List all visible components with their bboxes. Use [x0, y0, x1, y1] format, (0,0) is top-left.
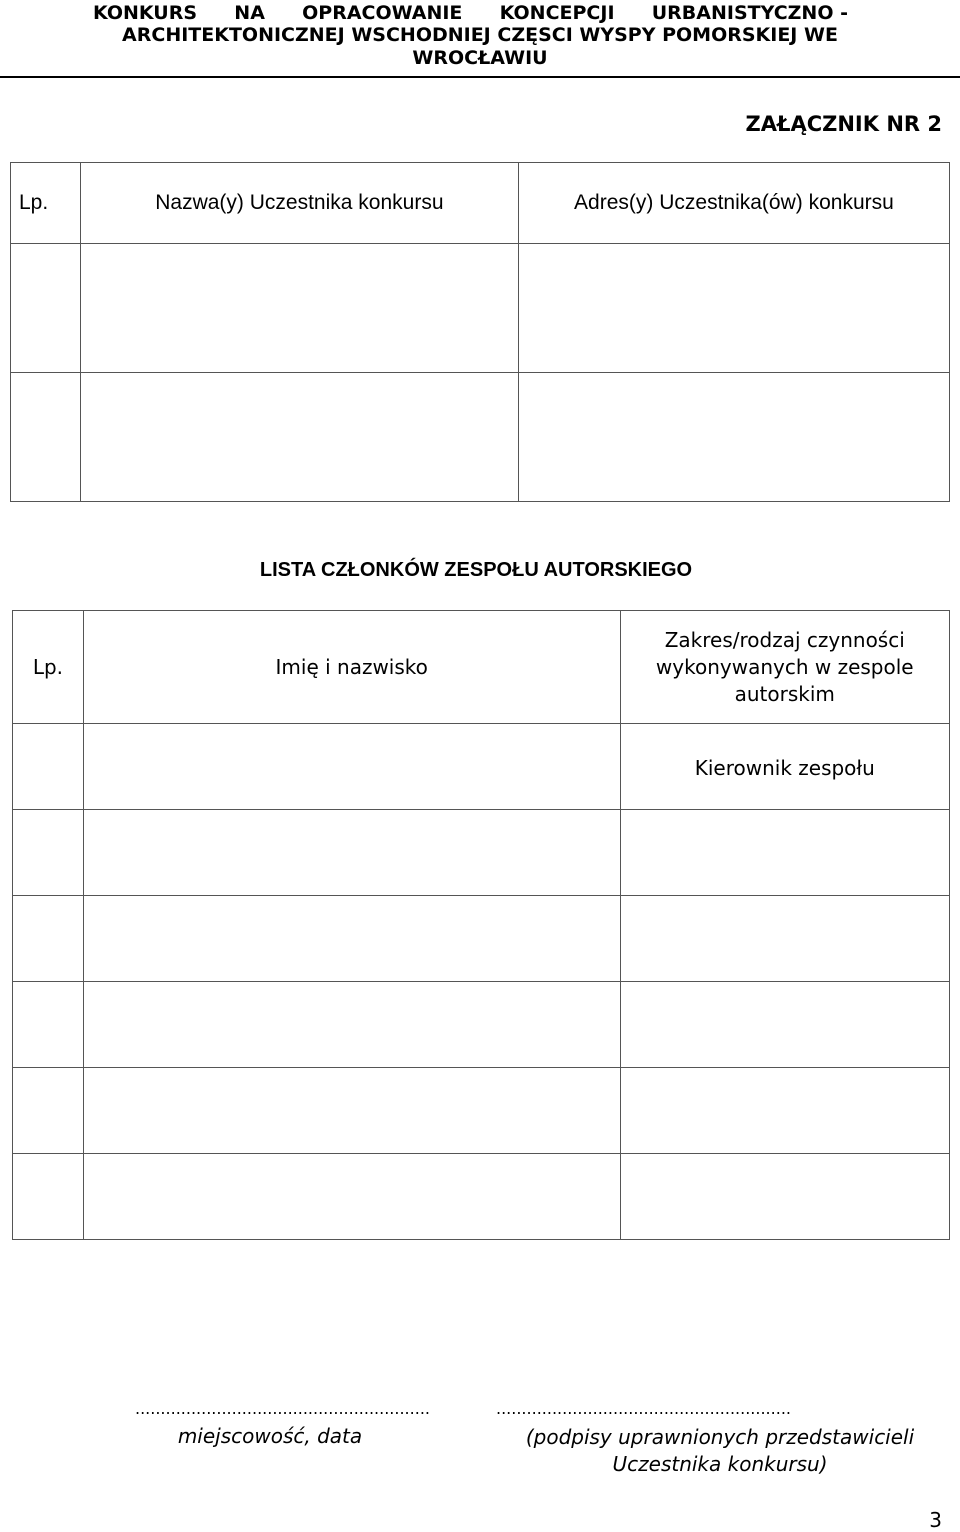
table-cell[interactable]	[13, 810, 84, 896]
header-cell-name: Nazwa(y) Uczestnika konkursu	[80, 163, 518, 244]
table-cell[interactable]	[83, 1154, 620, 1240]
header-cell-address: Adres(y) Uczestnika(ów) konkursu	[518, 163, 949, 244]
place-date-caption: miejscowość, data	[177, 1424, 363, 1448]
header-line-1	[93, 2, 848, 24]
participants-table	[10, 162, 950, 502]
team-table-row	[13, 896, 950, 982]
table-cell[interactable]	[620, 982, 949, 1068]
team-table-row	[13, 810, 950, 896]
header-word: KONKURS	[93, 2, 198, 24]
table-cell[interactable]	[620, 810, 949, 896]
header-line-3: WROCŁAWIU	[412, 47, 548, 69]
team-table-row	[13, 1154, 950, 1240]
team-table-header	[13, 611, 950, 724]
table-cell[interactable]	[518, 373, 949, 502]
header-cell-lp: Lp.	[13, 611, 84, 724]
table-cell[interactable]	[80, 244, 518, 373]
table-cell[interactable]	[83, 982, 620, 1068]
table-cell[interactable]	[83, 1068, 620, 1154]
signature-line-place-date[interactable]: ..........................................................	[135, 1399, 430, 1418]
attachment-label: ZAŁĄCZNIK NR 2	[745, 112, 942, 136]
table-cell[interactable]	[11, 244, 81, 373]
team-table	[12, 610, 950, 1240]
participants-table-row	[11, 373, 950, 502]
table-cell[interactable]	[11, 373, 81, 502]
role-cell-team-leader: Kierownik zespołu	[620, 724, 949, 810]
table-cell[interactable]	[13, 724, 84, 810]
table-cell[interactable]	[518, 244, 949, 373]
table-cell[interactable]	[13, 1068, 84, 1154]
header-word: NA	[234, 2, 265, 24]
table-cell[interactable]	[13, 1154, 84, 1240]
participants-table-header	[11, 163, 950, 244]
table-cell[interactable]	[620, 1154, 949, 1240]
table-cell[interactable]	[13, 982, 84, 1068]
table-cell[interactable]	[83, 810, 620, 896]
signatures-caption: (podpisy uprawnionych przedstawicieli Uczestnika konkursu)	[525, 1425, 915, 1476]
team-table-row	[13, 1068, 950, 1154]
page-number: 3	[929, 1508, 942, 1532]
header-word: KONCEPCJI	[499, 2, 615, 24]
document-header	[0, 0, 960, 78]
header-word: OPRACOWANIE	[302, 2, 463, 24]
header-cell-role: Zakres/rodzaj czynności wykonywanych w zespole autorskim	[620, 611, 949, 724]
participants-table-row	[11, 244, 950, 373]
header-cell-full-name: Imię i nazwisko	[83, 611, 620, 724]
team-table-row	[13, 724, 950, 810]
table-cell[interactable]	[83, 724, 620, 810]
team-table-row	[13, 982, 950, 1068]
table-cell[interactable]	[620, 896, 949, 982]
header-cell-lp: Lp.	[11, 163, 81, 244]
table-cell[interactable]	[83, 896, 620, 982]
header-line-2: ARCHITEKTONICZNEJ WSCHODNIEJ CZĘSCI WYSPY POMORSKIEJ WE	[122, 24, 838, 46]
table-cell[interactable]	[80, 373, 518, 502]
signature-line-representatives[interactable]: ..........................................................	[496, 1399, 791, 1418]
table-cell[interactable]	[13, 896, 84, 982]
header-word: URBANISTYCZNO -	[651, 2, 848, 24]
table-cell[interactable]	[620, 1068, 949, 1154]
team-list-title: LISTA CZŁONKÓW ZESPOŁU AUTORSKIEGO	[259, 559, 693, 581]
